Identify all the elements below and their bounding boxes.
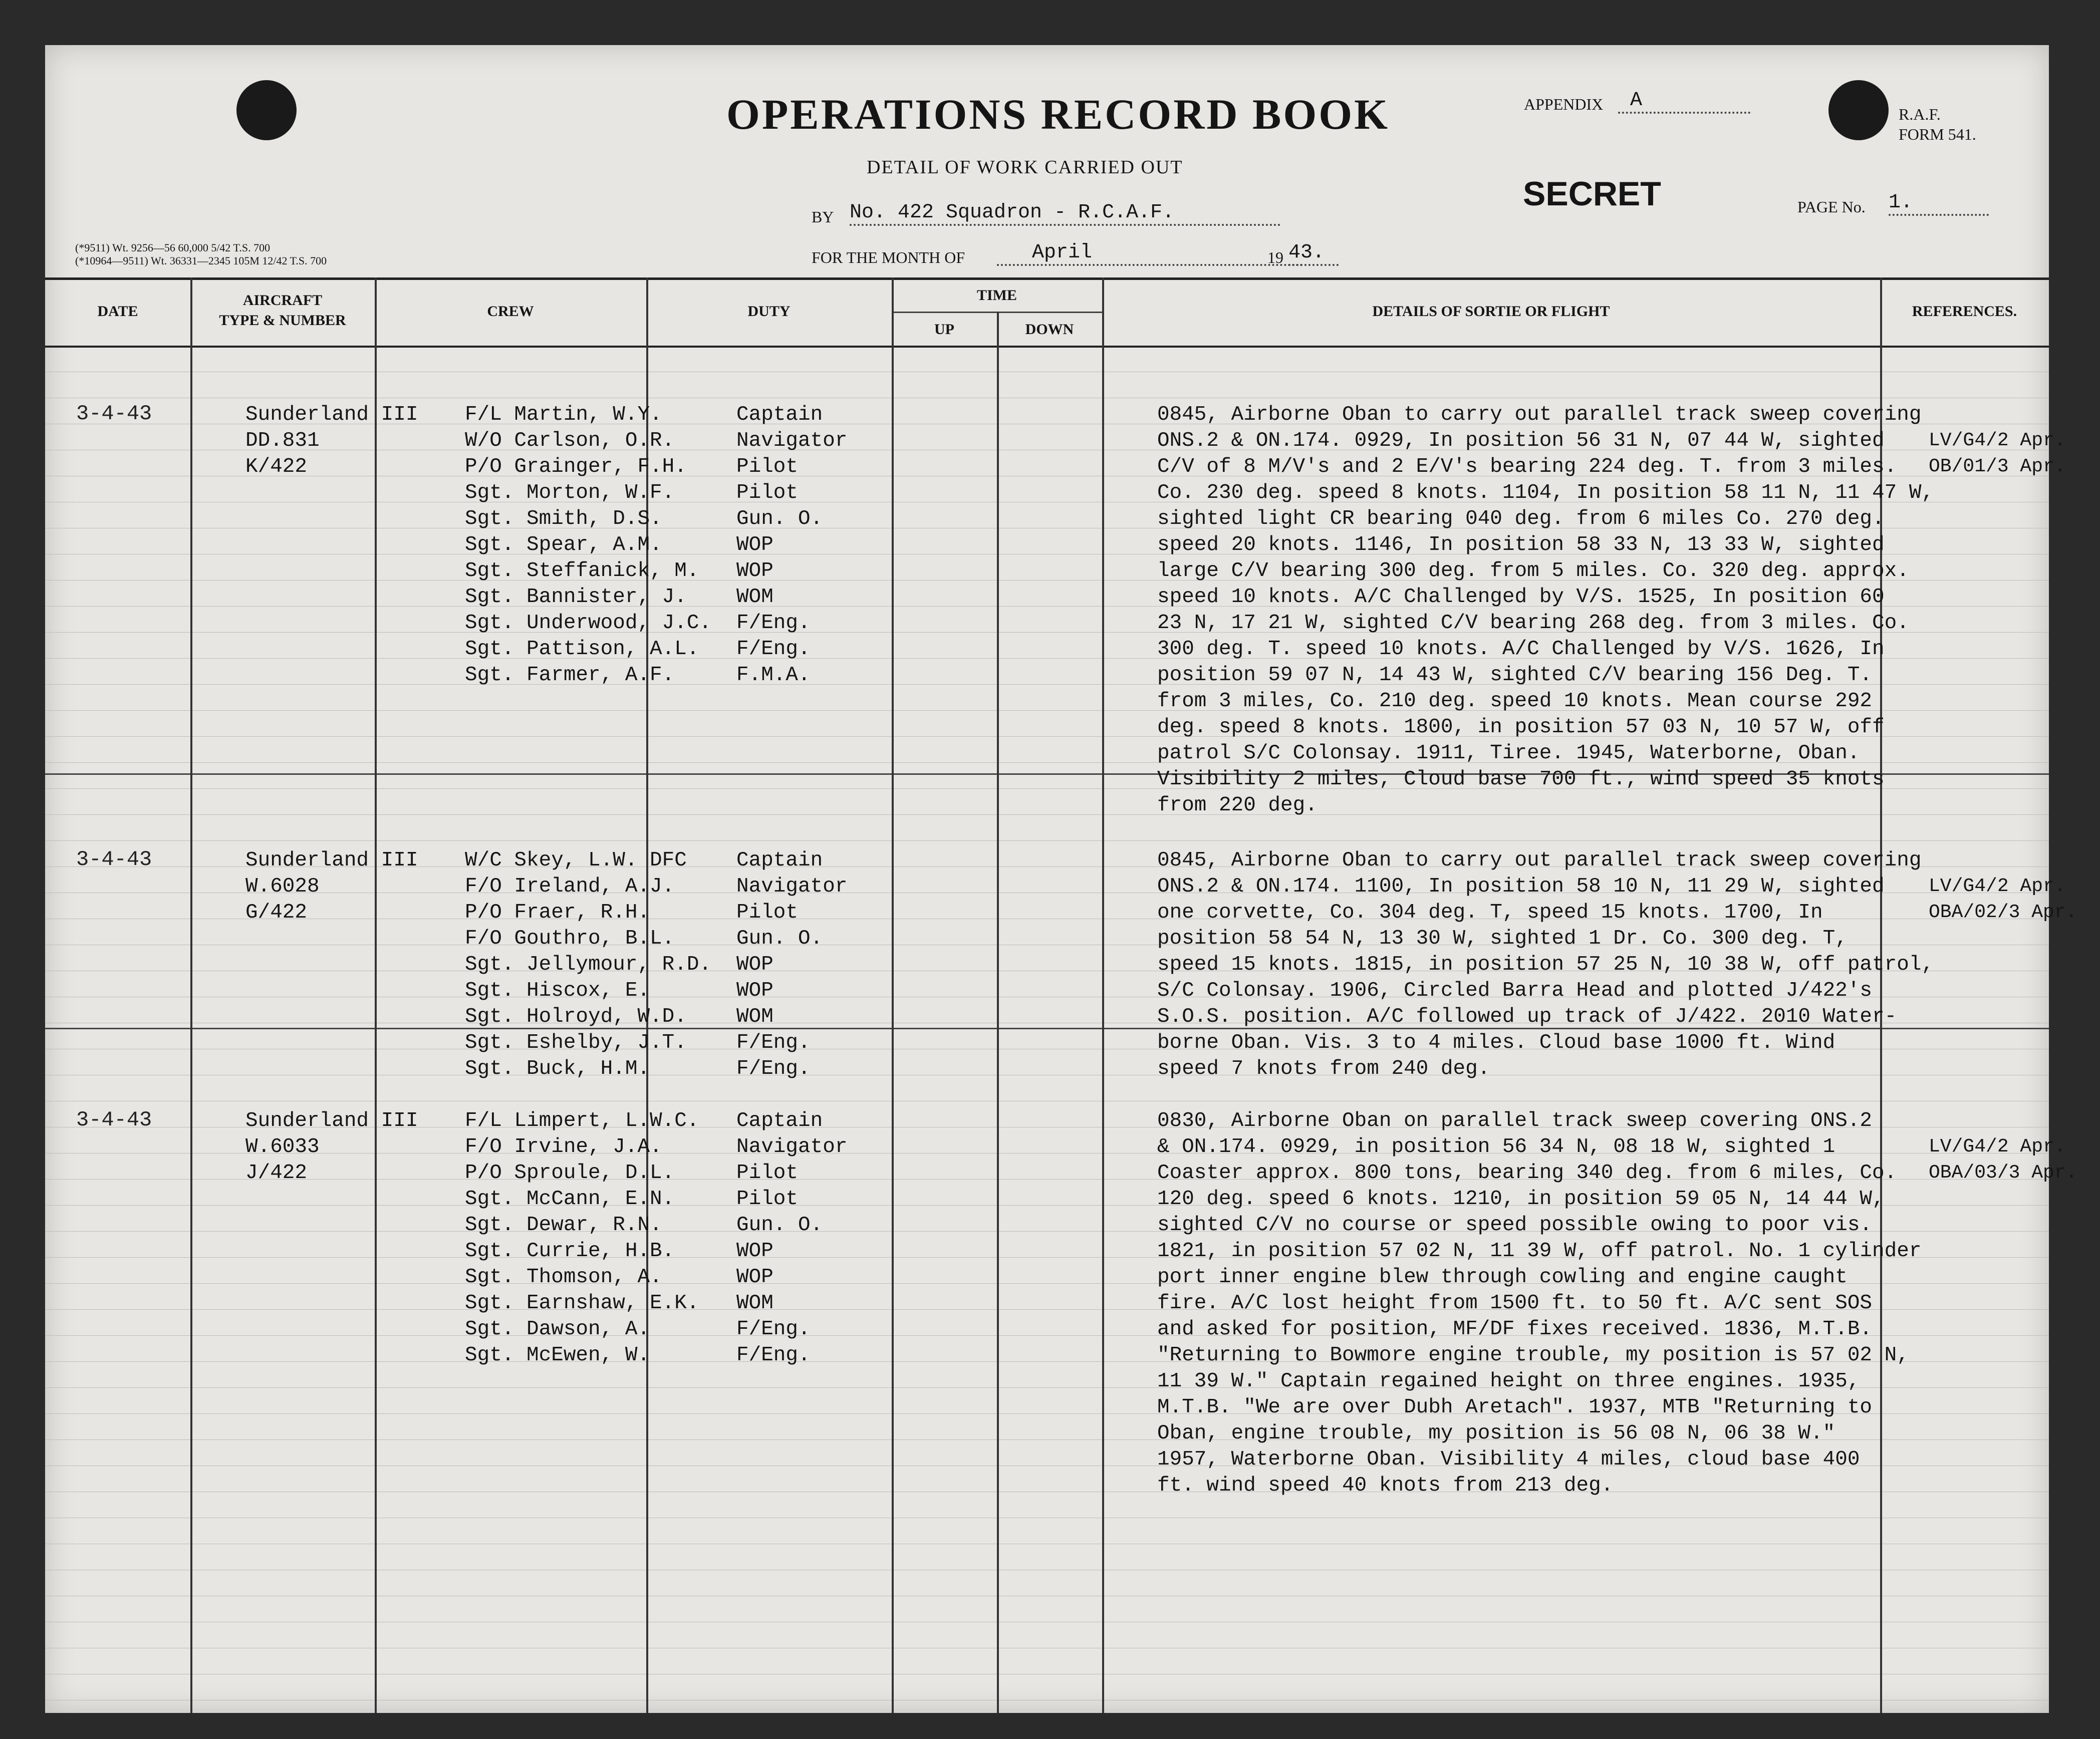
crew-member-name: Sgt. Thomson, A. <box>465 1266 662 1289</box>
crew-member-name: Sgt. Currie, H.B. <box>465 1240 675 1263</box>
sortie-detail-line: 0830, Airborne Oban on parallel track sweep covering ONS.2 <box>1157 1109 1873 1132</box>
crew-member-name: Sgt. Steffanick, M. <box>465 559 699 583</box>
record-sheet <box>45 45 2077 1713</box>
sortie-detail-line: C/V of 8 M/V's and 2 E/V's bearing 224 deg. T. from 3 miles. <box>1157 455 1897 478</box>
crew-member-name: Sgt. Jellymour, R.D. <box>465 953 712 976</box>
aircraft-line: Sunderland III <box>245 403 418 426</box>
sortie-detail-line: speed 7 knots from 240 deg. <box>1157 1057 1490 1080</box>
crew-member-duty: WOP <box>736 979 773 1002</box>
sortie-detail-line: "Returning to Bowmore engine trouble, my position is 57 02 N, <box>1157 1344 1909 1367</box>
sortie-detail-line: large C/V bearing 300 deg. from 5 miles. Co. 320 deg. approx. <box>1157 559 1909 583</box>
year-value: 43. <box>1288 241 1339 266</box>
sortie-detail-line: speed 20 knots. 1146, In position 58 33 N, 13 33 W, sighted <box>1157 533 1885 556</box>
crew-member-name: Sgt. Eshelby, J.T. <box>465 1031 687 1054</box>
aircraft-line: J/422 <box>245 1162 308 1185</box>
page-number-label: PAGE No. <box>1797 198 1866 216</box>
crew-member-duty: WOM <box>736 1292 773 1315</box>
crew-member-name: F/O Irvine, J.A. <box>465 1135 662 1158</box>
crew-member-name: P/O Fraer, R.H. <box>465 901 650 924</box>
crew-member-duty: WOP <box>736 1266 773 1289</box>
column-rule-duty <box>892 277 894 1713</box>
sortie-detail-line: ONS.2 & ON.174. 1100, In position 58 10 N, 11 29 W, sighted <box>1157 875 1885 898</box>
page-number-value: 1. <box>1889 191 1989 216</box>
sortie-detail-line: sighted light CR bearing 040 deg. from 6 miles Co. 270 deg. <box>1157 507 1885 530</box>
sortie-detail-line: M.T.B. "We are over Dubh Aretach". 1937, MTB "Returning to <box>1157 1396 1873 1419</box>
crew-member-duty: Captain <box>736 1109 823 1132</box>
crew-member-duty: WOP <box>736 533 773 556</box>
year-prefix: 19 <box>1267 248 1283 266</box>
column-rule-up <box>997 312 999 1713</box>
crew-member-duty: Pilot <box>736 481 799 504</box>
crew-member-name: Sgt. Hiscox, E. <box>465 979 650 1002</box>
column-rule-down <box>1102 277 1104 1713</box>
crew-member-duty: F/Eng. <box>736 612 811 635</box>
sortie-detail-line: S.O.S. position. A/C followed up track of J/422. 2010 Water- <box>1157 1005 1897 1028</box>
crew-member-name: P/O Sproule, D.L. <box>465 1162 675 1185</box>
column-header-aircraft-line1: AIRCRAFT <box>242 292 323 309</box>
reference-code: OB/01/3 Apr. <box>1929 456 2066 477</box>
crew-member-duty: F/Eng. <box>736 1344 811 1367</box>
crew-member-name: Sgt. Dawson, A. <box>465 1318 650 1341</box>
sortie-detail-line: patrol S/C Colonsay. 1911, Tiree. 1945, Waterborne, Oban. <box>1157 742 1860 765</box>
sortie-detail-line: speed 10 knots. A/C Challenged by V/S. 1525, In position 60 <box>1157 586 1885 609</box>
sortie-detail-line: 1821, in position 57 02 N, 11 39 W, off patrol. No. 1 cylinder <box>1157 1240 1922 1263</box>
column-header-crew: CREW <box>487 303 534 320</box>
crew-member-name: Sgt. Pattison, A.L. <box>465 638 699 661</box>
column-rule-aircraft <box>375 277 377 1713</box>
sortie-detail-line: port inner engine blew through cowling and engine caught <box>1157 1266 1848 1289</box>
crew-member-duty: F/Eng. <box>736 638 811 661</box>
sortie-detail-line: position 59 07 N, 14 43 W, sighted C/V bearing 156 Deg. T. <box>1157 664 1873 687</box>
crew-member-duty: WOP <box>736 559 773 583</box>
ruled-line <box>45 814 2049 815</box>
column-header-date: DATE <box>97 303 138 320</box>
crew-member-duty: F/Eng. <box>736 1057 811 1080</box>
reference-code: OBA/03/3 Apr. <box>1929 1162 2077 1184</box>
crew-member-name: Sgt. Spear, A.M. <box>465 533 662 556</box>
crew-member-name: W/C Skey, L.W. DFC <box>465 849 687 872</box>
column-header-time-up: UP <box>934 321 954 338</box>
sortie-detail-line: 1957, Waterborne Oban. Visibility 4 miles, cloud base 400 <box>1157 1448 1860 1471</box>
sortie-detail-line: Coaster approx. 800 tons, bearing 340 deg. from 6 miles, Co. <box>1157 1162 1897 1185</box>
crew-member-duty: F/Eng. <box>736 1031 811 1054</box>
sortie-detail-line: Visibility 2 miles, Cloud base 700 ft., wind speed 35 knots <box>1157 768 1885 791</box>
appendix-label: APPENDIX <box>1524 95 1604 113</box>
crew-member-name: Sgt. Holroyd, W.D. <box>465 1005 687 1028</box>
sortie-detail-line: 0845, Airborne Oban to carry out parallel track sweep covering <box>1157 849 1922 872</box>
sortie-detail-line: 11 39 W." Captain regained height on three engines. 1935, <box>1157 1370 1860 1393</box>
sortie-detail-line: 23 N, 17 21 W, sighted C/V bearing 268 deg. from 3 miles. Co. <box>1157 612 1909 635</box>
crew-member-name: F/O Ireland, A.J. <box>465 875 675 898</box>
sortie-detail-line: 0845, Airborne Oban to carry out parallel track sweep covering <box>1157 403 1922 426</box>
crew-member-name: Sgt. Smith, D.S. <box>465 507 662 530</box>
sortie-detail-line: speed 15 knots. 1815, in position 57 25 N, 10 38 W, off patrol, <box>1157 953 1934 976</box>
crew-member-name: Sgt. Bannister, J. <box>465 586 687 609</box>
sortie-detail-line: and asked for position, MF/DF fixes received. 1836, M.T.B. <box>1157 1318 1873 1341</box>
crew-member-duty: F.M.A. <box>736 664 811 687</box>
classification-secret: SECRET <box>1523 175 1661 213</box>
crew-member-name: F/L Martin, W.Y. <box>465 403 662 426</box>
month-label: FOR THE MONTH OF <box>812 248 965 266</box>
crew-member-duty: Captain <box>736 849 823 872</box>
punch-hole-right <box>1828 80 1889 140</box>
crew-member-name: P/O Grainger, F.H. <box>465 455 687 478</box>
crew-member-name: Sgt. Buck, H.M. <box>465 1057 650 1080</box>
entry-date: 3-4-43 <box>76 402 152 426</box>
crew-member-duty: Pilot <box>736 1162 799 1185</box>
reference-code: LV/G4/2 Apr. <box>1929 430 2066 451</box>
sortie-detail-line: deg. speed 8 knots. 1800, in position 57 03 N, 10 57 W, off <box>1157 716 1885 739</box>
crew-member-name: F/L Limpert, L.W.C. <box>465 1109 699 1132</box>
column-header-time: TIME <box>976 287 1017 304</box>
crew-member-name: Sgt. Morton, W.F. <box>465 481 675 504</box>
crew-member-duty: WOM <box>736 586 773 609</box>
by-label: BY <box>812 208 834 226</box>
appendix-value: A <box>1618 89 1750 114</box>
crew-member-duty: Navigator <box>736 429 848 452</box>
crew-member-duty: F/Eng. <box>736 1318 811 1341</box>
table-top-rule <box>45 277 2049 280</box>
crew-member-duty: Pilot <box>736 1188 799 1211</box>
crew-member-name: F/O Gouthro, B.L. <box>465 927 675 950</box>
crew-member-duty: WOM <box>736 1005 773 1028</box>
form-number: FORM 541. <box>1899 125 1976 143</box>
aircraft-line: Sunderland III <box>245 849 418 872</box>
crew-member-name: Sgt. McEwen, W. <box>465 1344 650 1367</box>
printer-note-2: (*10964—9511) Wt. 36331—2345 105M 12/42 T.S. 700 <box>75 254 327 267</box>
entry-date: 3-4-43 <box>76 847 152 872</box>
sortie-detail-line: from 3 miles, Co. 210 deg. speed 10 knots. Mean course 292 <box>1157 690 1873 713</box>
month-value: April <box>997 241 1302 266</box>
page-title: OPERATIONS RECORD BOOK <box>726 90 1390 138</box>
sortie-detail-line: ONS.2 & ON.174. 0929, In position 56 31 N, 07 44 W, sighted <box>1157 429 1885 452</box>
crew-member-duty: Pilot <box>736 455 799 478</box>
sortie-detail-line: fire. A/C lost height from 1500 ft. to 50 ft. A/C sent SOS <box>1157 1292 1873 1315</box>
aircraft-line: K/422 <box>245 455 308 478</box>
crew-member-name: Sgt. McCann, E.N. <box>465 1188 675 1211</box>
crew-member-duty: Pilot <box>736 901 799 924</box>
sortie-detail-line: borne Oban. Vis. 3 to 4 miles. Cloud base 1000 ft. Wind <box>1157 1031 1835 1054</box>
reference-code: OBA/02/3 Apr. <box>1929 902 2077 923</box>
sortie-detail-line: position 58 54 N, 13 30 W, sighted 1 Dr. Co. 300 deg. T, <box>1157 927 1848 950</box>
squadron-name: No. 422 Squadron - R.C.A.F. <box>850 201 1280 226</box>
column-rule-date <box>190 277 192 1713</box>
sortie-detail-line: 300 deg. T. speed 10 knots. A/C Challenged by V/S. 1626, In <box>1157 638 1885 661</box>
page-subtitle: DETAIL OF WORK CARRIED OUT <box>867 157 1183 178</box>
crew-member-duty: Gun. O. <box>736 927 823 950</box>
crew-member-duty: Gun. O. <box>736 1214 823 1237</box>
crew-member-name: Sgt. Dewar, R.N. <box>465 1214 662 1237</box>
reference-code: LV/G4/2 Apr. <box>1929 876 2066 897</box>
crew-member-duty: WOP <box>736 953 773 976</box>
crew-member-name: Sgt. Farmer, A.F. <box>465 664 675 687</box>
sortie-detail-line: sighted C/V no course or speed possible owing to poor vis. <box>1157 1214 1873 1237</box>
ruled-line <box>45 840 2049 841</box>
sortie-detail-line: 120 deg. speed 6 knots. 1210, in position 59 05 N, 14 44 W, <box>1157 1188 1885 1211</box>
column-header-references: REFERENCES. <box>1912 303 2017 320</box>
crew-member-name: W/O Carlson, O.R. <box>465 429 675 452</box>
crew-member-duty: Navigator <box>736 1135 848 1158</box>
printer-note-1: (*9511) Wt. 9256—56 60,000 5/42 T.S. 700 <box>75 241 271 254</box>
aircraft-line: W.6028 <box>245 875 320 898</box>
sortie-detail-line: Oban, engine trouble, my position is 56 08 N, 06 38 W." <box>1157 1422 1835 1445</box>
crew-member-name: Sgt. Earnshaw, E.K. <box>465 1292 699 1315</box>
crew-member-duty: Gun. O. <box>736 507 823 530</box>
sortie-detail-line: & ON.174. 0929, in position 56 34 N, 08 18 W, sighted 1 <box>1157 1135 1835 1158</box>
header-bottom-rule <box>45 346 2049 348</box>
column-header-aircraft-line2: TYPE & NUMBER <box>219 312 346 329</box>
sortie-detail-line: Co. 230 deg. speed 8 knots. 1104, In position 58 11 N, 11 47 W, <box>1157 481 1934 504</box>
aircraft-line: G/422 <box>245 901 308 924</box>
sortie-detail-line: from 220 deg. <box>1157 794 1318 817</box>
column-header-time-down: DOWN <box>1025 321 1074 338</box>
sortie-detail-line: one corvette, Co. 304 deg. T, speed 15 knots. 1700, In <box>1157 901 1823 924</box>
aircraft-line: DD.831 <box>245 429 320 452</box>
column-header-details: DETAILS OF SORTIE OR FLIGHT <box>1372 303 1610 320</box>
crew-member-duty: Captain <box>736 403 823 426</box>
crew-member-duty: Navigator <box>736 875 848 898</box>
aircraft-line: W.6033 <box>245 1135 320 1158</box>
aircraft-line: Sunderland III <box>245 1109 418 1132</box>
crew-member-name: Sgt. Underwood, J.C. <box>465 612 712 635</box>
sortie-detail-line: S/C Colonsay. 1906, Circled Barra Head and plotted J/422's <box>1157 979 1873 1002</box>
punch-hole-left <box>236 80 297 140</box>
column-header-duty: DUTY <box>747 303 791 320</box>
entry-date: 3-4-43 <box>76 1108 152 1132</box>
reference-code: LV/G4/2 Apr. <box>1929 1136 2066 1157</box>
sortie-detail-line: ft. wind speed 40 knots from 213 deg. <box>1157 1474 1614 1497</box>
form-label: R.A.F. <box>1899 105 1941 123</box>
crew-member-duty: WOP <box>736 1240 773 1263</box>
